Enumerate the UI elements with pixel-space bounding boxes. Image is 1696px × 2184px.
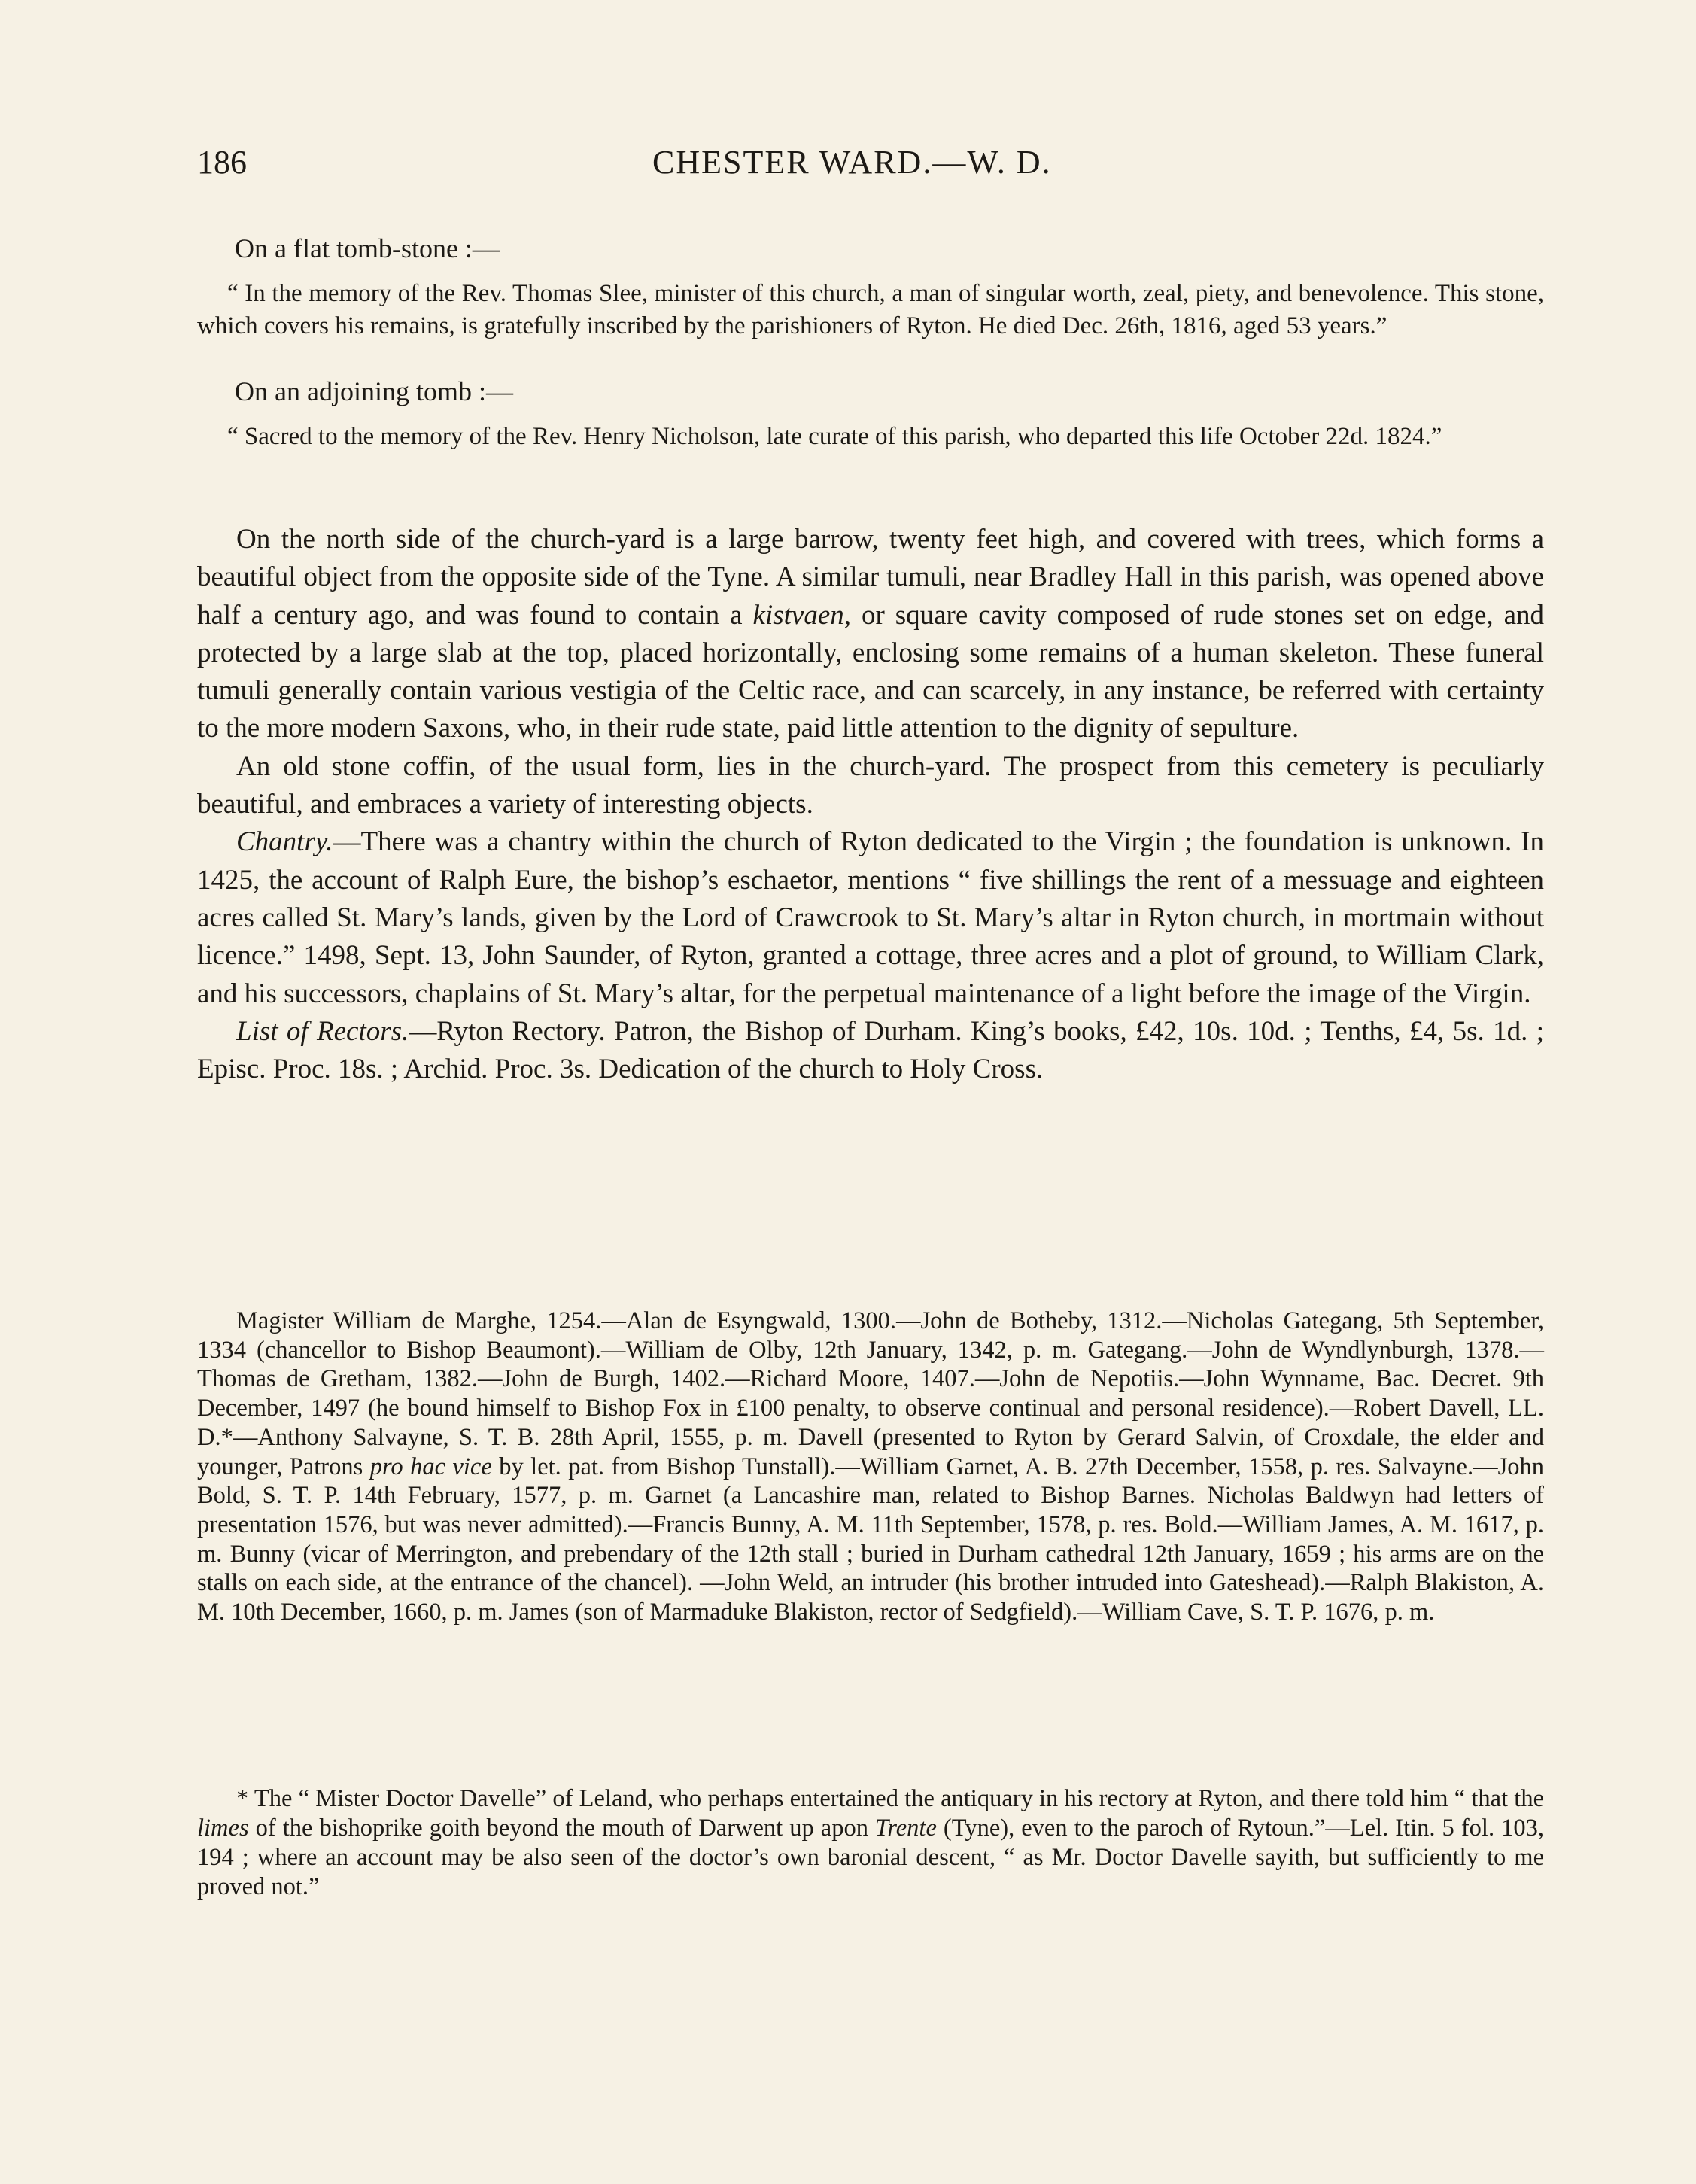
text-run: by let. pat. from Bishop Tunstall).—William Garnet, A. B. 27th December, 1558, p. res. Salvayne.—John Bold, S. T. P. 14th February, 1577, p. m. Garnet (a Lancashire man, related to Bishop Barnes. Nicholas Baldwyn had letters of presentation 1576, but was never admitted).—Francis Bunny, A. M. 11th September, 1578, p. res. Bold.—William James, A. M. 1617, p. m. Bunny (vicar of Merrington, and prebendary of the 12th stall ; buried in Durham cathedral 12th January, 1659 ; his arms are on the stalls on each side, at the entrance of the chancel). —John Weld, an intruder (his brother intruded into Gateshead).—Ralph Blakiston, A. M. 10th December, 1660, p. m. James (son of Marmaduke Blakiston, rector of Sedgfield).—William Cave, S. T. P. 1676, p. m.: [197, 1452, 1545, 1626]
text-run: , or square cavity composed of rude stones set on edge, and protected by a large slab at the top, placed horizontally, enclosing some remains of a human skeleton. These funeral tumuli generally contain various vestigia of the Celtic race, and can scarcely, in any instance, be referred with certainty to the more modern Saxons, who, in their rude state, paid little attention to the dignity of sepulture.: [197, 599, 1544, 744]
main-text: [197, 521, 1544, 1088]
text-run: On the north side of the church-yard is a large barrow, twenty feet high, and covered with trees, which forms a beautiful object from the opposite side of the Tyne. A similar tumuli, near Bradley Hall in this parish, was opened above half a century ago, and was found to contain a: [197, 524, 1544, 631]
text-run: * The “ Mister Doctor Davelle” of Leland, who perhaps entertained the antiquary in his rectory at Ryton, and there told him “ that the: [236, 1785, 1544, 1812]
text-run: —Ryton Rectory. Patron, the Bishop of Durham. King’s books, £42, 10s. 10d. ; Tenths, £4, 5s. 1d. ; Episc. Proc. 18s. ; Archid. Proc. 3s. Dedication of the church to Holy Cross.: [197, 1015, 1544, 1085]
paragraph-barrow: [197, 521, 1544, 748]
footnote: [197, 1784, 1544, 1902]
running-title: CHESTER WARD.—W. D.: [652, 144, 1052, 181]
paragraph-coffin: An old stone coffin, of the usual form, lies in the church-yard. The prospect from this cemetery is peculiarly beautiful, and embraces a variety of interesting objects.: [197, 750, 1544, 820]
footnote-paragraph: [197, 1784, 1544, 1902]
section-label: List of Rectors.: [236, 1015, 409, 1047]
text-run: (Tyne), even to the paroch of Rytoun.”—Lel. Itin. 5 fol. 103, 194 ; where an account may be also seen of the doctor’s own baronial descent, “ as Mr. Doctor Davelle sayith, but sufficiently to me proved not.”: [197, 1814, 1544, 1900]
paragraph-chantry: [197, 823, 1544, 1012]
italic-term: kistvaen: [752, 599, 844, 631]
inscription-quote: “ Sacred to the memory of the Rev. Henry Nicholson, late curate of this parish, who departed this life October 22d. 1824.”: [227, 423, 1442, 450]
inscription-intro: On an adjoining tomb :—: [235, 376, 513, 406]
inscription-quote: “ In the memory of the Rev. Thomas Slee, minister of this church, a man of singular worth, zeal, piety, and benevolence. This stone, which covers his remains, is gratefully inscribed by the parishioners of Ryton. He died Dec. 26th, 1816, aged 53 years.”: [197, 280, 1544, 339]
italic-word: limes: [197, 1814, 249, 1842]
text-run: —There was a chantry within the church of Ryton dedicated to the Virgin ; the foundation is unknown. In 1425, the account of Ralph Eure, the bishop’s eschaetor, mentions “ five shillings the rent of a messuage and eighteen acres called St. Mary’s lands, given by the Lord of Crawcrook to St. Mary’s altar in Ryton church, in mortmain without licence.” 1498, Sept. 13, John Saunder, of Ryton, granted a cottage, three acres and a plot of ground, to William Clark, and his successors, chaplains of St. Mary’s altar, for the perpetual maintenance of a light before the image of the Virgin.: [197, 826, 1544, 1009]
paragraph-rectors-intro: [197, 1013, 1544, 1089]
italic-word: Trente: [875, 1814, 937, 1842]
page-number: 186: [197, 144, 247, 181]
page-header: [197, 143, 1552, 196]
section-label: Chantry.: [236, 826, 333, 858]
text-run: Magister William de Marghe, 1254.—Alan de Esyngwald, 1300.—John de Botheby, 1312.—Nicholas Gategang, 5th September, 1334 (chancellor to Bishop Beaumont).—William de Olby, 12th January, 1342, p. m. Gategang.—John de Wyndlynburgh, 1378.—Thomas de Gretham, 1382.—John de Burgh, 1402.—Richard Moore, 1407.—John de Nepotiis.—John Wynname, Bac. Decret. 9th December, 1497 (he bound himself to Bishop Fox in £100 penalty, to observe continual and personal residence).—Robert Davell, LL. D.*—Anthony Salvayne, S. T. B. 28th April, 1555, p. m. Davell (presented to Ryton by Gerard Salvin, of Croxdale, the elder and younger, Patrons: [197, 1307, 1544, 1480]
inscription-intro: On a flat tomb-stone :—: [235, 233, 500, 263]
italic-phrase: pro hac vice: [369, 1452, 492, 1480]
inscriptions: [197, 230, 1544, 453]
rectors-paragraph: [197, 1306, 1544, 1627]
text-run: of the bishoprike goith beyond the mouth of Darwent up apon: [248, 1814, 876, 1842]
rectors-list: [197, 1306, 1544, 1627]
